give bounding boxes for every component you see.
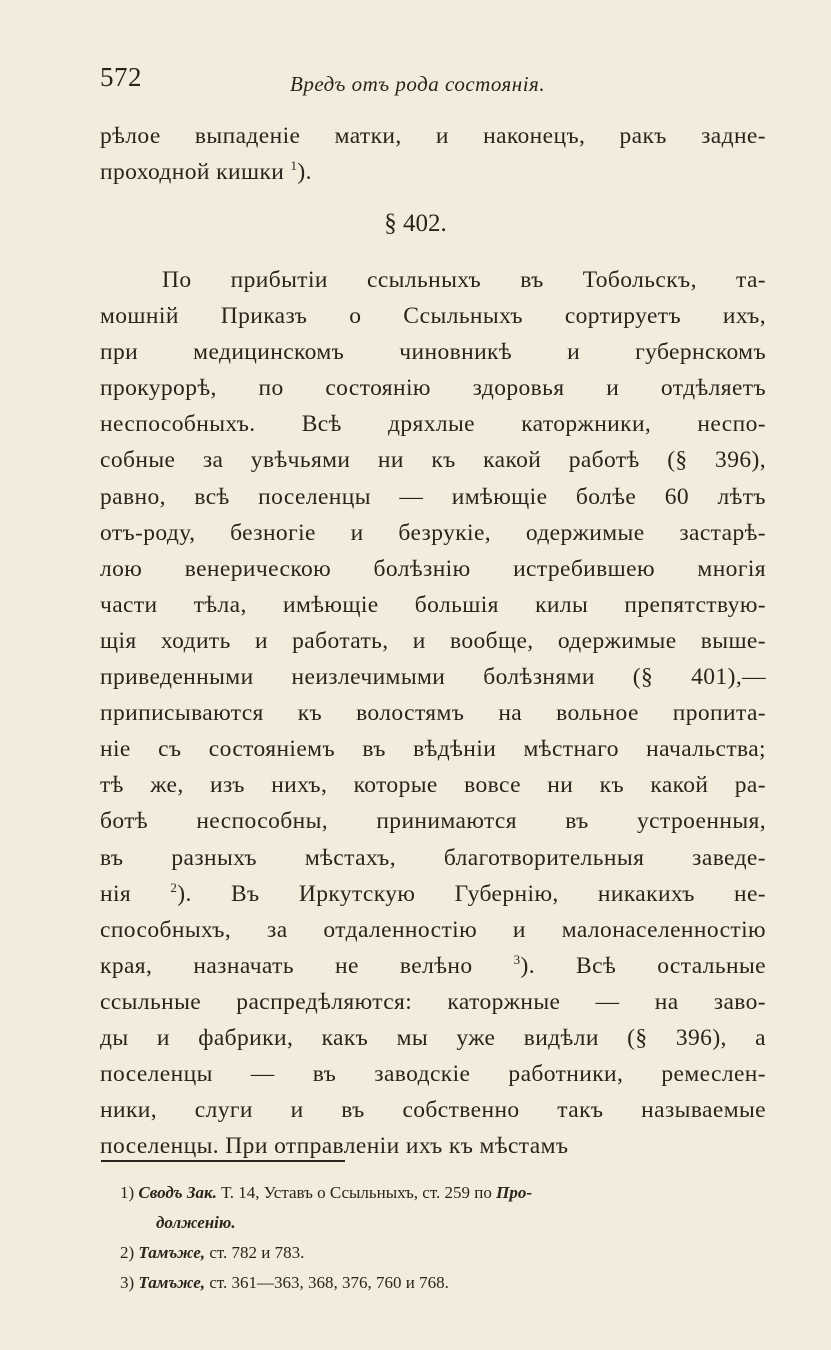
footnote: 3) Тамъже, ст. 361—363, 368, 376, 760 и 768.: [120, 1273, 449, 1292]
text-line: ссыльные распредѣляются: каторжные — на заво-: [100, 988, 766, 1015]
page-header: [100, 62, 770, 102]
text-line: поселенцы — въ заводскіе работники, ремеслен-: [100, 1061, 766, 1088]
text-line: щія ходить и работать, и вообще, одержимые выше-: [100, 627, 766, 654]
body-text: [100, 118, 766, 190]
text-line: поселенцы. При отправленіи ихъ къ мѣстамъ: [100, 1133, 569, 1160]
running-head: Вредъ отъ рода состоянія.: [290, 72, 546, 96]
text-line: части тѣла, имѣющіе большія килы препятствую-: [100, 591, 766, 618]
footnote: 2) Тамъже, ст. 782 и 783.: [120, 1243, 305, 1262]
text-line: равно, всѣ поселенцы — имѣющіе болѣе 60 лѣтъ: [100, 483, 766, 510]
text-line: неспособныхъ. Всѣ дряхлые каторжники, неспо-: [100, 411, 766, 438]
text-line: способныхъ, за отдаленностію и малонаселенностію: [100, 916, 766, 943]
text-line: края, назначать не велѣно $^3$). Всѣ остальные: [100, 951, 766, 979]
section-heading: § 402.: [384, 210, 447, 237]
text-line: въ разныхъ мѣстахъ, благотворительныя заведе-: [100, 844, 766, 871]
text-line: при медицинскомъ чиновникѣ и губернскомъ: [100, 339, 766, 366]
text-line: ботѣ неспособны, принимаются въ устроенныя,: [100, 808, 766, 835]
text-line: приведенными неизлечимыми болѣзнями (§ 401),—: [100, 664, 766, 691]
text-line: проходной кишки $^1$).: [100, 158, 312, 186]
footnote: долженію.: [156, 1213, 236, 1232]
footnote: 1) Сводъ Зак. Т. 14, Уставъ о Ссыльныхъ, ст. 259 по Про-: [120, 1183, 532, 1202]
footnote-rule: [101, 1160, 345, 1162]
text-line: отъ-роду, безногіе и безрукіе, одержимые застарѣ-: [100, 519, 766, 546]
text-line: нія $^2$). Въ Иркутскую Губернію, никакихъ не-: [100, 879, 766, 907]
text-line: рѣлое выпаденіе матки, и наконецъ, ракъ задне-: [100, 123, 766, 149]
footnote-ref: 3: [513, 951, 521, 967]
footnote-ref: 2: [170, 879, 178, 895]
text-line: По прибытіи ссыльныхъ въ Тобольскъ, та-: [162, 267, 766, 293]
text-line: мошній Приказъ о Ссыльныхъ сортируетъ ихъ,: [100, 303, 766, 330]
text-line: ды и фабрики, какъ мы уже видѣли (§ 396), а: [100, 1024, 766, 1051]
text-line: собные за увѣчьями ни къ какой работѣ (§ 396),: [100, 447, 766, 474]
footnote-ref: 1: [290, 158, 298, 174]
text-line: ніе съ состояніемъ въ вѣдѣніи мѣстнаго начальства;: [100, 736, 766, 763]
text-line: приписываются къ волостямъ на вольное пропита-: [100, 700, 766, 727]
paragraph: [100, 262, 766, 1164]
text-line: ники, слуги и въ собственно такъ называемые: [100, 1097, 766, 1124]
footnotes: [120, 1178, 770, 1298]
text-line: прокурорѣ, по состоянію здоровья и отдѣляетъ: [100, 375, 766, 402]
page-number: 572: [100, 62, 142, 92]
text-line: тѣ же, изъ нихъ, которые вовсе ни къ какой ра-: [100, 772, 766, 799]
text-line: лою венерическою болѣзнію истребившею многія: [100, 555, 766, 582]
